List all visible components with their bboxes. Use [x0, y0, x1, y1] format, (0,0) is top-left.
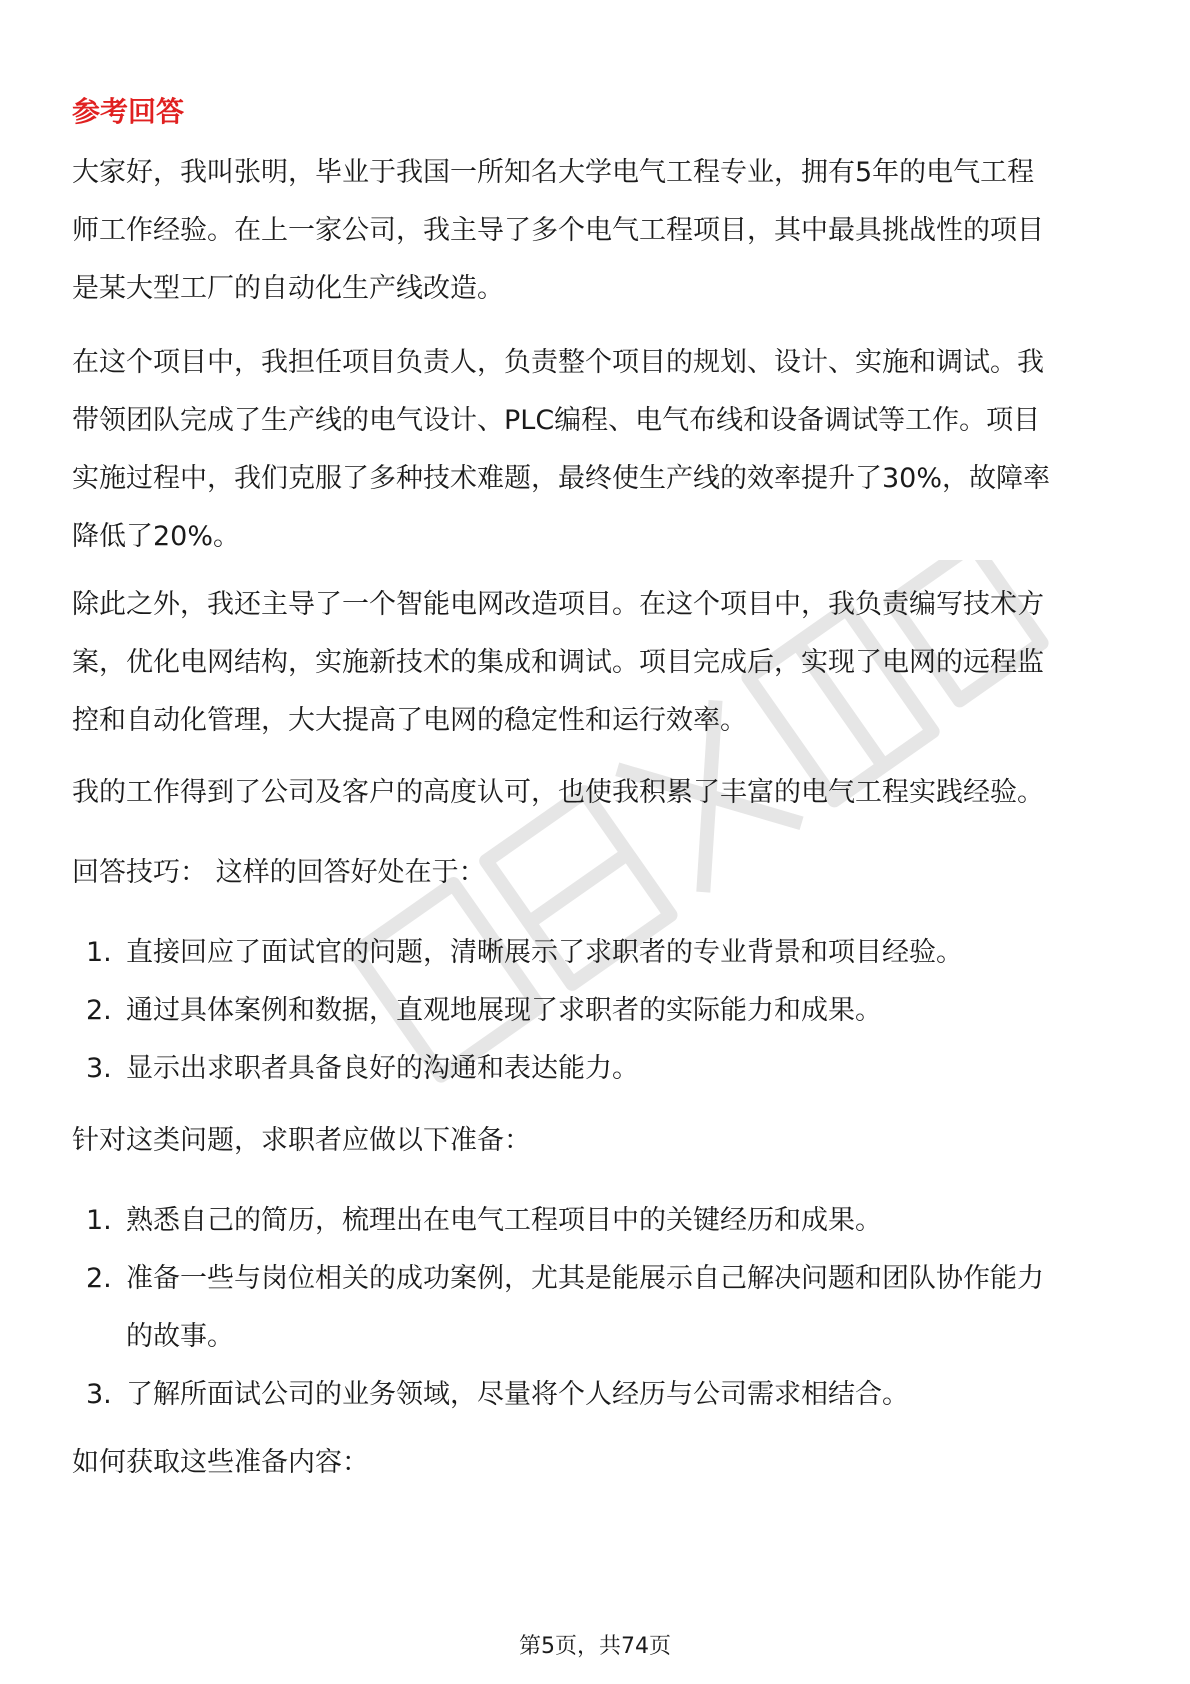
list-item-text: 通过具体案例和数据，直观地展现了求职者的实际能力和成果。 — [126, 995, 882, 1026]
list-item — [72, 982, 1122, 1040]
paragraph-intro — [72, 144, 1122, 318]
text-line: 是某大型工厂的自动化生产线改造。 — [72, 273, 504, 304]
text-line: 除此之外，我还主导了一个智能电网改造项目。在这个项目中，我负责编写技术方 — [72, 589, 1044, 620]
list-number: 3. — [86, 1379, 112, 1410]
text-line: 回答技巧： 这样的回答好处在于： — [72, 857, 486, 888]
section-heading: 参考回答 — [72, 95, 185, 128]
paragraph-recognition — [72, 764, 1122, 822]
list-item-text: 直接回应了面试官的问题，清晰展示了求职者的专业背景和项目经验。 — [126, 937, 963, 968]
list-item-text: 了解所面试公司的业务领域，尽量将个人经历与公司需求相结合。 — [126, 1379, 909, 1410]
text-line: 案，优化电网结构，实施新技术的集成和调试。项目完成后，实现了电网的远程监 — [72, 647, 1044, 678]
list-number: 1. — [86, 1205, 112, 1236]
list-number: 2. — [86, 995, 112, 1026]
text-line: 实施过程中，我们克服了多种技术难题，最终使生产线的效率提升了30%，故障率 — [72, 463, 1051, 494]
tips-list — [72, 924, 1122, 1098]
list-item — [72, 1366, 1122, 1424]
text-line: 大家好，我叫张明，毕业于我国一所知名大学电气工程专业，拥有5年的电气工程 — [72, 157, 1035, 188]
text-line: 带领团队完成了生产线的电气设计、PLC编程、电气布线和设备调试等工作。项目 — [72, 405, 1041, 436]
text-line: 针对这类问题，求职者应做以下准备： — [72, 1125, 531, 1156]
list-item-text: 显示出求职者具备良好的沟通和表达能力。 — [126, 1053, 639, 1084]
paragraph-how-to — [72, 1434, 1122, 1492]
list-number: 2. — [86, 1263, 112, 1294]
text-line: 师工作经验。在上一家公司，我主导了多个电气工程项目，其中最具挑战性的项目 — [72, 215, 1044, 246]
list-item — [72, 1040, 1122, 1098]
paragraph-tips-intro — [72, 844, 1122, 902]
list-number: 3. — [86, 1053, 112, 1084]
text-line: 降低了20%。 — [72, 521, 241, 552]
page-footer: 第5页，共74页 — [519, 1634, 671, 1659]
list-item-text: 熟悉自己的简历，梳理出在电气工程项目中的关键经历和成果。 — [126, 1205, 882, 1236]
list-item-text: 的故事。 — [126, 1321, 234, 1352]
paragraph-prep-intro — [72, 1112, 1122, 1170]
list-item — [72, 1192, 1122, 1250]
list-item-text: 准备一些与岗位相关的成功案例，尤其是能展示自己解决问题和团队协作能力 — [126, 1263, 1044, 1294]
list-item — [72, 1250, 1122, 1366]
paragraph-project — [72, 334, 1122, 566]
paragraph-grid-project — [72, 576, 1122, 750]
text-line: 在这个项目中，我担任项目负责人，负责整个项目的规划、设计、实施和调试。我 — [72, 347, 1044, 378]
list-item — [72, 924, 1122, 982]
text-line: 我的工作得到了公司及客户的高度认可，也使我积累了丰富的电气工程实践经验。 — [72, 777, 1044, 808]
prep-list — [72, 1192, 1122, 1424]
list-number: 1. — [86, 937, 112, 968]
text-line: 如何获取这些准备内容： — [72, 1447, 369, 1478]
text-line: 控和自动化管理，大大提高了电网的稳定性和运行效率。 — [72, 705, 747, 736]
